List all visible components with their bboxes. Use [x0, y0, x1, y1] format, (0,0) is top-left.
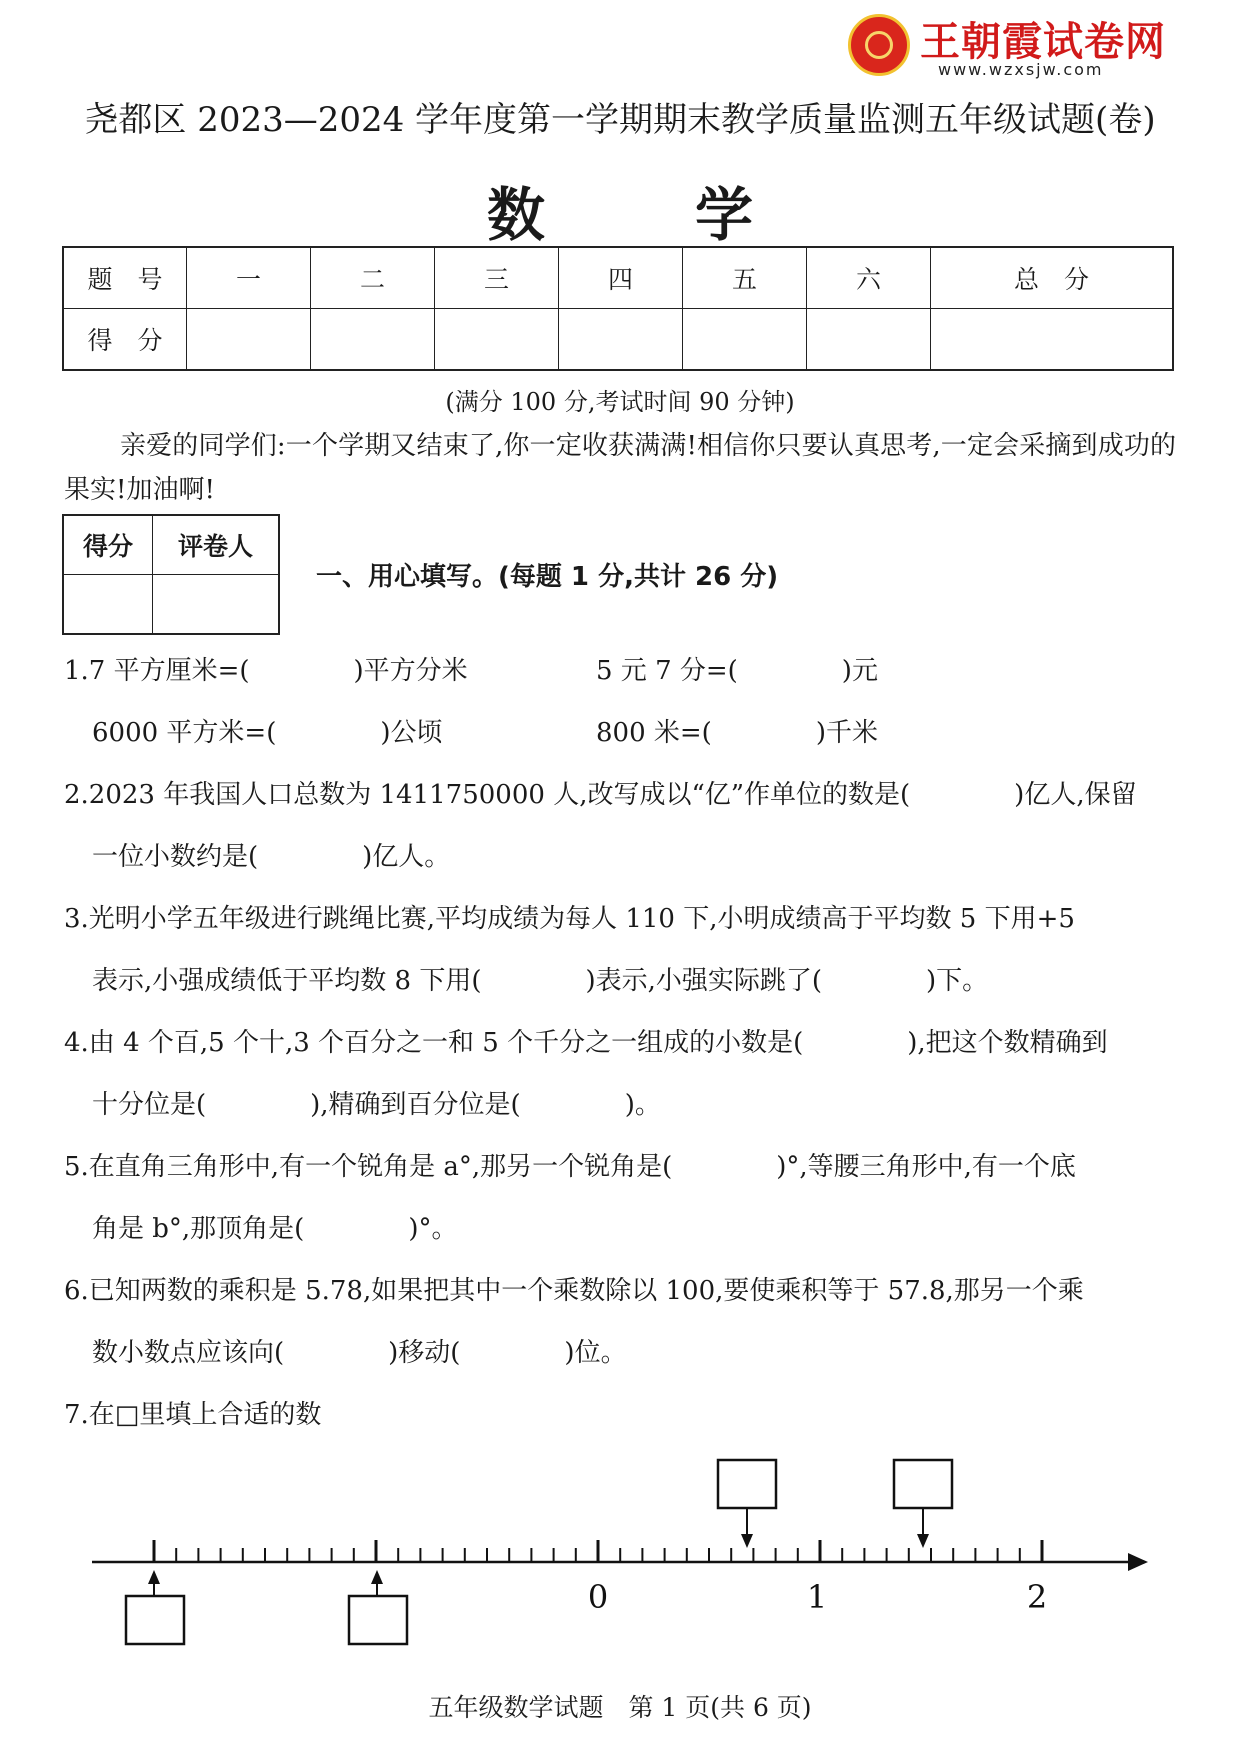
score-cell-1[interactable] — [187, 309, 311, 371]
logo-url: www.wzxsjw.com — [938, 60, 1104, 79]
site-logo — [848, 10, 1166, 82]
header-cell-4: 四 — [559, 247, 683, 309]
subject-char-1: 数 — [486, 181, 545, 249]
number-line-figure — [0, 1440, 1240, 1660]
grader-score-cell[interactable] — [63, 575, 153, 635]
score-cell-3[interactable] — [435, 309, 559, 371]
score-cell-5[interactable] — [683, 309, 807, 371]
score-table-header-row — [63, 247, 1173, 309]
question-6-line-2: 数小数点应该向( )移动( )位。 — [92, 1338, 627, 1368]
question-2-line-2: 一位小数约是( )亿人。 — [92, 842, 451, 872]
question-4-line-1: 4.由 4 个百,5 个十,3 个百分之一和 5 个千分之一组成的小数是( ),把这个数精确到 — [64, 1028, 1108, 1058]
question-5-line-1: 5.在直角三角形中,有一个锐角是 a°,那另一个锐角是( )°,等腰三角形中,有一个底 — [64, 1152, 1076, 1182]
subject-title — [0, 168, 1240, 252]
question-5-line-2: 角是 b°,那顶角是( )°。 — [92, 1214, 458, 1244]
question-1c: 6000 平方米=( )公顷 — [92, 718, 443, 748]
answer-box-bottom-1[interactable] — [126, 1596, 184, 1644]
question-number-label: 题 号 — [63, 247, 187, 309]
question-4-line-2: 十分位是( ),精确到百分位是( )。 — [92, 1090, 661, 1120]
logo-name: 王朝霞试卷网 — [920, 19, 1166, 65]
number-line-arrowhead — [1128, 1553, 1148, 1571]
score-table-score-row — [63, 309, 1173, 371]
score-cell-6[interactable] — [807, 309, 931, 371]
score-row-label: 得 分 — [63, 309, 187, 371]
exam-info: (满分 100 分,考试时间 90 分钟) — [445, 388, 795, 416]
intro-text: 亲爱的同学们:一个学期又结束了,你一定收获满满!相信你只要认真思考,一定会采摘到成功的果实!加油啊! — [64, 431, 1176, 505]
section-1-title: 一、用心填写。(每题 1 分,共计 26 分) — [316, 562, 779, 592]
number-line-label-2: 2 — [1026, 1578, 1048, 1616]
header-cell-5: 五 — [683, 247, 807, 309]
number-line-label-1: 1 — [806, 1578, 828, 1616]
exam-header-title: 尧都区 2023—2024 学年度第一学期期末教学质量监测五年级试题(卷) — [84, 100, 1156, 140]
question-3-line-1: 3.光明小学五年级进行跳绳比赛,平均成绩为每人 110 下,小明成绩高于平均数 5 下用+5 — [64, 904, 1075, 934]
question-7: 7.在□里填上合适的数 — [64, 1400, 322, 1430]
score-cell-4[interactable] — [559, 309, 683, 371]
question-6-line-1: 6.已知两数的乘积是 5.78,如果把其中一个乘数除以 100,要使乘积等于 57.8,那另一个乘 — [64, 1276, 1084, 1306]
score-cell-total[interactable] — [931, 309, 1174, 371]
question-1a: 1.7 平方厘米=( )平方分米 — [64, 656, 468, 686]
pointer-arrow-down-icon — [741, 1534, 753, 1548]
answer-box-bottom-2[interactable] — [349, 1596, 407, 1644]
header-cell-total: 总 分 — [931, 247, 1174, 309]
answer-box-top-1[interactable] — [718, 1460, 776, 1508]
logo-seal-icon — [848, 14, 910, 76]
question-1b: 5 元 7 分=( )元 — [596, 656, 878, 686]
answer-box-top-2[interactable] — [894, 1460, 952, 1508]
pointer-arrow-down-icon — [917, 1534, 929, 1548]
pointer-arrow-up-icon — [371, 1570, 383, 1584]
question-1d: 800 米=( )千米 — [596, 718, 878, 748]
score-table — [62, 246, 1174, 371]
score-cell-2[interactable] — [311, 309, 435, 371]
grader-name-label: 评卷人 — [153, 515, 280, 575]
number-line-ticks — [154, 1540, 1042, 1562]
grader-box — [62, 514, 280, 635]
header-cell-6: 六 — [807, 247, 931, 309]
page-footer: 五年级数学试题 第 1 页(共 6 页) — [428, 1693, 812, 1722]
subject-char-2: 学 — [695, 181, 754, 249]
header-cell-3: 三 — [435, 247, 559, 309]
grader-name-cell[interactable] — [153, 575, 280, 635]
pointer-arrow-up-icon — [148, 1570, 160, 1584]
header-cell-2: 二 — [311, 247, 435, 309]
header-cell-1: 一 — [187, 247, 311, 309]
grader-score-label: 得分 — [63, 515, 153, 575]
question-2-line-1: 2.2023 年我国人口总数为 1411750000 人,改写成以“亿”作单位的数是( )亿人,保留 — [64, 780, 1137, 810]
question-3-line-2: 表示,小强成绩低于平均数 8 下用( )表示,小强实际跳了( )下。 — [92, 966, 989, 996]
number-line-label-0: 0 — [587, 1578, 609, 1616]
